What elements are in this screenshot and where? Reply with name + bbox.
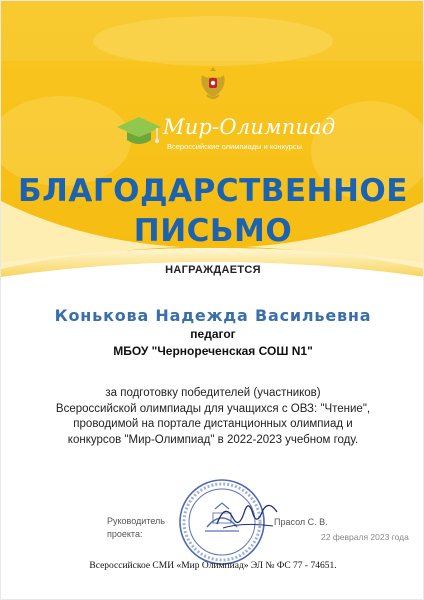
body-line: Всероссийской олимпиады для учащихся с ОВЗ: "Чтение", — [55, 402, 371, 415]
body-line: за подготовку победителей (участников) — [105, 387, 321, 399]
logo-title: Мир-Олимпиад — [163, 115, 336, 139]
body-line: конкурсов "Мир-Олимпиад" в 2022-2023 учебном году. — [67, 433, 359, 446]
logo-subtitle: Всероссийские олимпиады и конкурсы — [167, 142, 302, 151]
media-registration: Всероссийское СМИ «Мир Олимпиад» ЭЛ № ФС 77 - 74651. — [89, 561, 337, 571]
signer-title-line2: проекта: — [107, 529, 143, 539]
certificate-title-line1: БЛАГОДАРСТВЕННОЕ — [18, 173, 408, 209]
certificate-body — [21, 386, 405, 448]
issue-date: 22 февраля 2023 года — [321, 532, 409, 542]
body-line: проводимой на портале дистанционных олимпиад и — [73, 418, 353, 430]
handwritten-signature — [213, 496, 283, 536]
signer-title-line1: Руководитель — [107, 516, 165, 526]
recipient-school: МБОУ "Чернореченская СОШ N1" — [113, 344, 313, 358]
signer-title — [107, 515, 165, 541]
coat-of-arms-icon — [198, 65, 228, 105]
site-logo — [113, 111, 336, 155]
recipient-name: Конькова Надежда Васильевна — [54, 306, 372, 325]
signer-name: Прасол С. В. — [274, 517, 328, 527]
graduation-cap-icon — [113, 113, 165, 151]
recipient-role: педагог — [190, 327, 236, 341]
awarded-label: НАГРАЖДАЕТСЯ — [165, 264, 261, 276]
certificate-title-line2: ПИСЬМО — [133, 213, 293, 249]
